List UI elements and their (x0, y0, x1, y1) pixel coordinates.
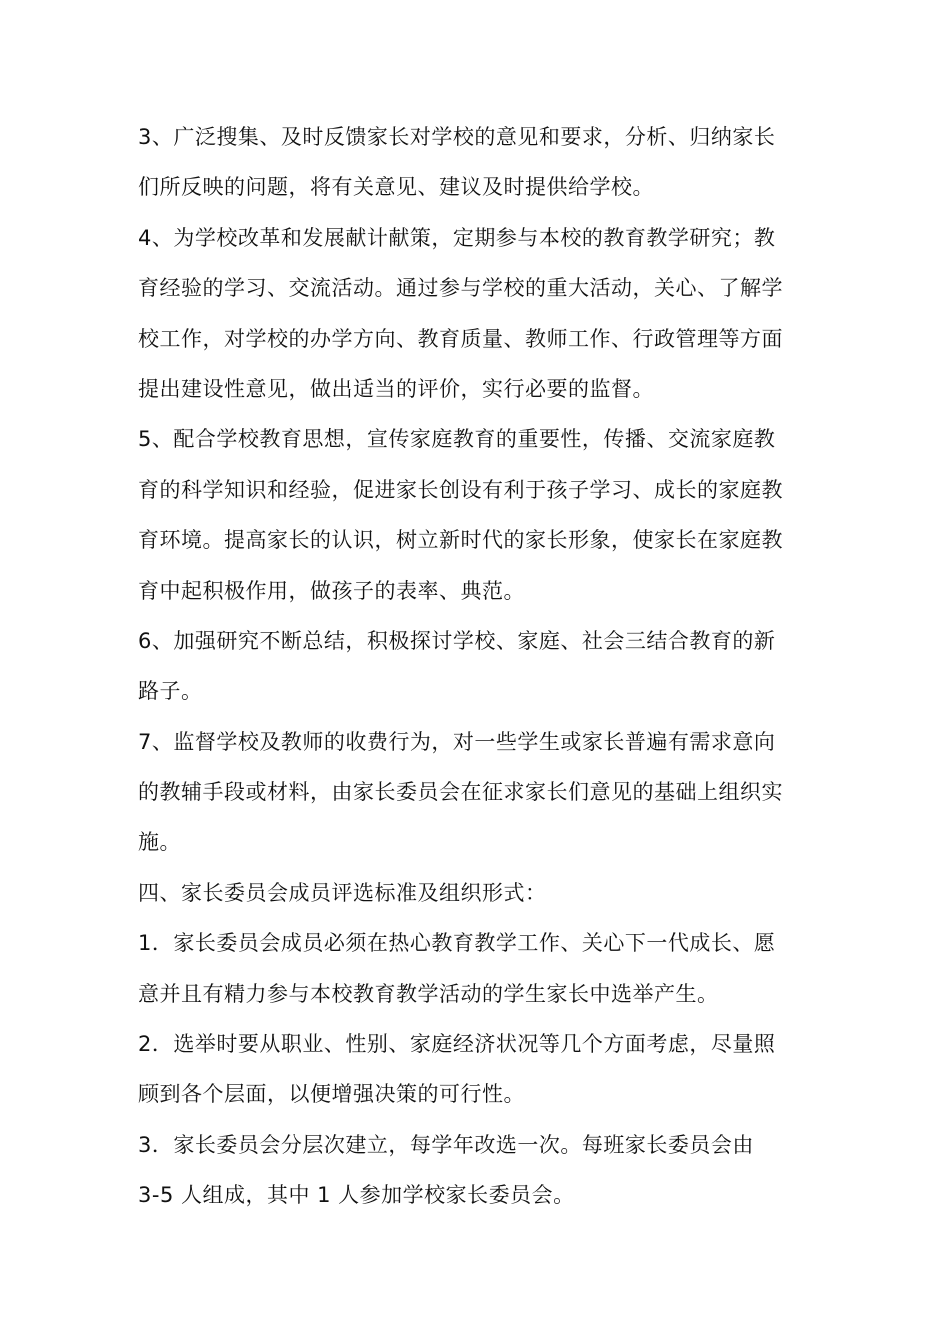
text-line: 施。 (138, 830, 181, 855)
text-line: 提出建设性意见，做出适当的评价，实行必要的监督。 (138, 376, 654, 401)
text-line: 3-5 人组成，其中 1 人参加学校家长委员会。 (138, 1183, 575, 1208)
paragraph-item-5 (138, 414, 828, 616)
text-line: 4、为学校改革和发展献计献策，定期参与本校的教育教学研究；教 (138, 225, 776, 250)
text-line: 的教辅手段或材料，由家长委员会在征求家长们意见的基础上组织实 (138, 780, 783, 805)
text-line: 2．选举时要从职业、性别、家庭经济状况等几个方面考虑，尽量照 (138, 1032, 776, 1057)
text-line: 5、配合学校教育思想，宣传家庭教育的重要性，传播、交流家庭教 (138, 427, 776, 452)
paragraph-item-7 (138, 717, 828, 868)
text-line: 顾到各个层面，以便增强决策的可行性。 (138, 1082, 525, 1107)
text-line: 们所反映的问题，将有关意见、建议及时提供给学校。 (138, 175, 654, 200)
text-line: 6、加强研究不断总结，积极探讨学校、家庭、社会三结合教育的新 (138, 628, 776, 653)
text-line: 路子。 (138, 679, 203, 704)
heading-line: 四、家长委员会成员评选标准及组织形式： (138, 880, 547, 905)
document-body (138, 112, 828, 1221)
paragraph-item-3 (138, 112, 828, 213)
paragraph-standard-3 (138, 1120, 828, 1221)
section-heading (138, 868, 828, 918)
paragraph-item-4 (138, 213, 828, 415)
paragraph-standard-1 (138, 918, 828, 1019)
text-line: 育环境。提高家长的认识，树立新时代的家长形象，使家长在家庭教 (138, 528, 783, 553)
paragraph-item-6 (138, 616, 828, 717)
text-line: 校工作，对学校的办学方向、教育质量、教师工作、行政管理等方面 (138, 326, 783, 351)
paragraph-standard-2 (138, 1019, 828, 1120)
text-line: 育经验的学习、交流活动。通过参与学校的重大活动，关心、了解学 (138, 276, 783, 301)
text-line: 育的科学知识和经验，促进家长创设有利于孩子学习、成长的家庭教 (138, 477, 783, 502)
text-line: 1．家长委员会成员必须在热心教育教学工作、关心下一代成长、愿 (138, 931, 776, 956)
text-line: 育中起积极作用，做孩子的表率、典范。 (138, 578, 525, 603)
text-line: 3．家长委员会分层次建立，每学年改选一次。每班家长委员会由 (138, 1132, 754, 1157)
text-line: 3、广泛搜集、及时反馈家长对学校的意见和要求，分析、归纳家长 (138, 125, 776, 149)
text-line: 7、监督学校及教师的收费行为，对一些学生或家长普遍有需求意向 (138, 729, 776, 754)
text-line: 意并且有精力参与本校教育教学活动的学生家长中选举产生。 (138, 981, 719, 1006)
